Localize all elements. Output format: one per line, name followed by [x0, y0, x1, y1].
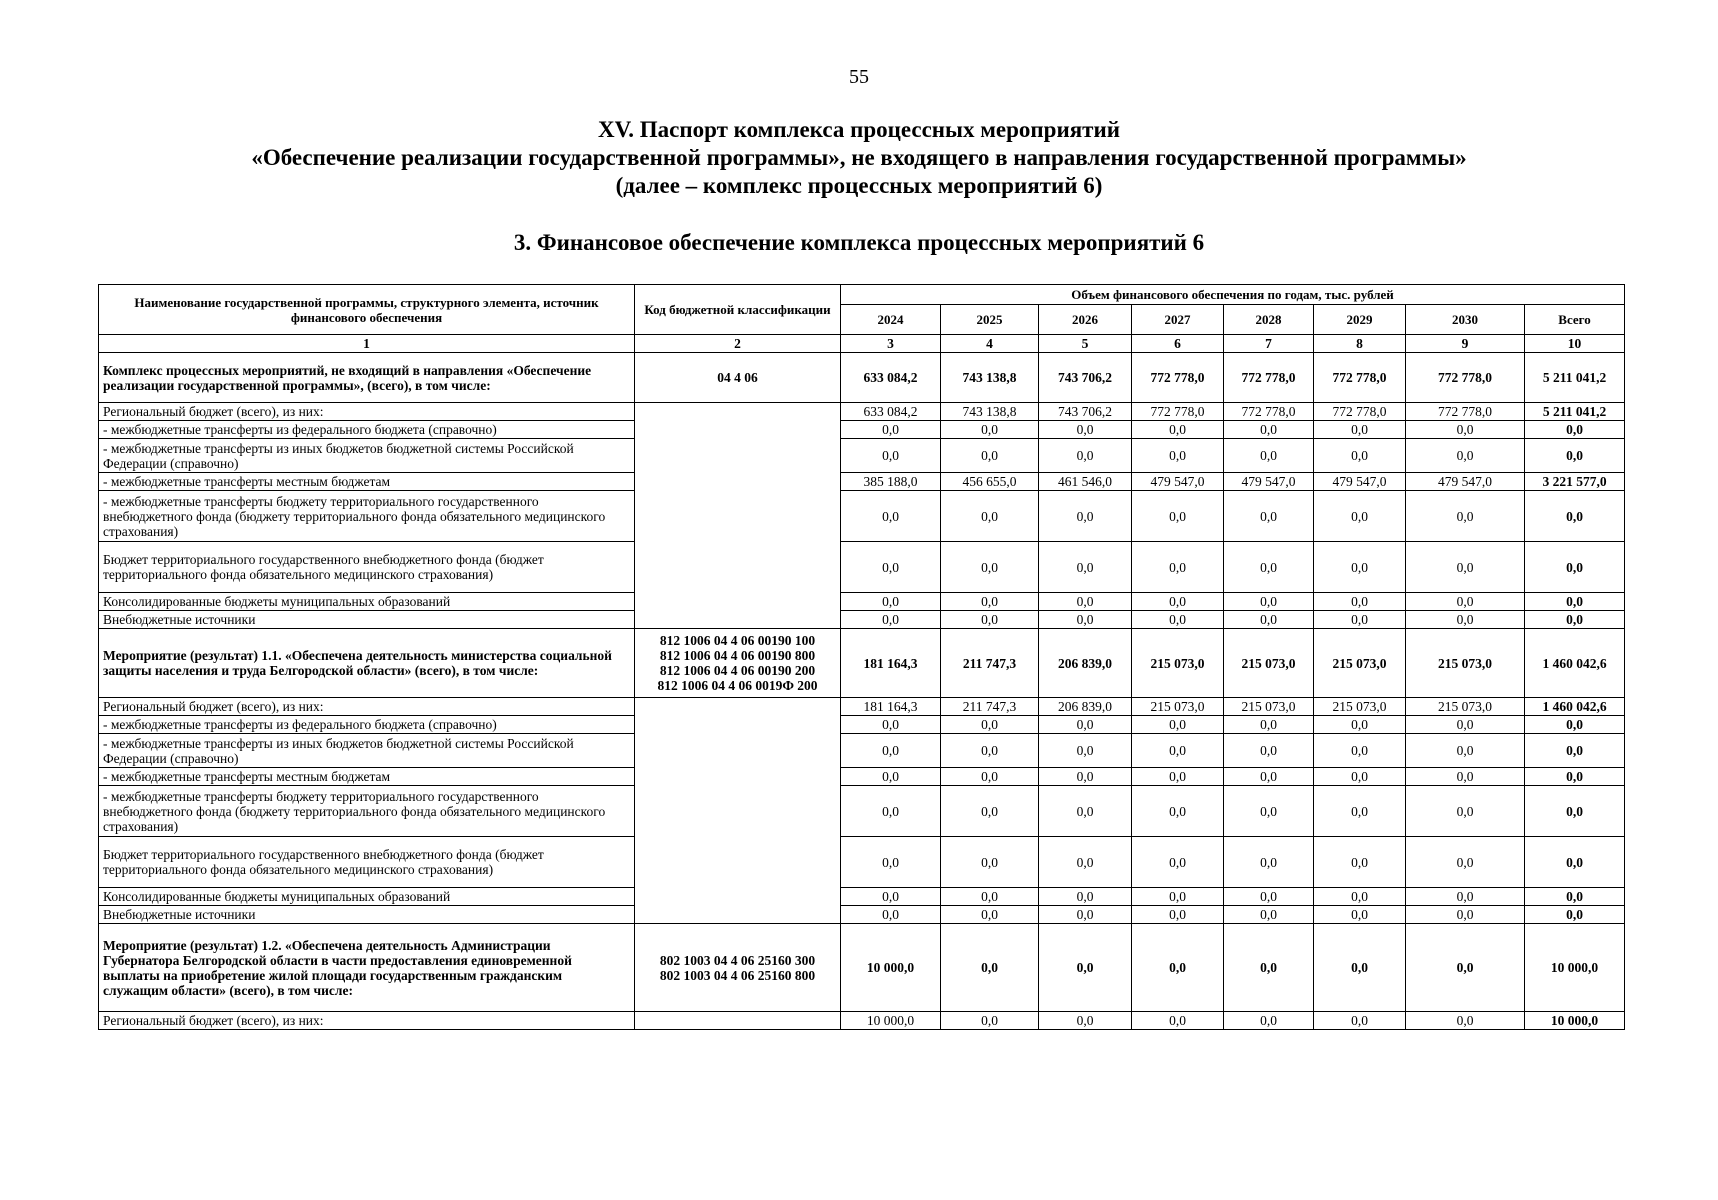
- value-total: 10 000,0: [1525, 924, 1625, 1012]
- column-index-cell: 7: [1224, 335, 1314, 353]
- value-year: 0,0: [1132, 768, 1224, 786]
- value-year: 211 747,3: [941, 698, 1039, 716]
- value-year: 0,0: [1132, 491, 1224, 542]
- value-year: 0,0: [1314, 421, 1406, 439]
- value-year: 0,0: [1132, 924, 1224, 1012]
- column-index-cell: 3: [841, 335, 941, 353]
- value-year: 479 547,0: [1406, 473, 1525, 491]
- table-row-main: [99, 924, 1625, 1012]
- value-year: 0,0: [1224, 906, 1314, 924]
- value-year: 0,0: [1224, 439, 1314, 473]
- value-year: 0,0: [1406, 786, 1525, 837]
- value-total: 0,0: [1525, 888, 1625, 906]
- value-total: 0,0: [1525, 439, 1625, 473]
- table-row: [99, 421, 1625, 439]
- table-row-main: [99, 629, 1625, 698]
- value-year: 0,0: [1039, 734, 1132, 768]
- value-year: 181 164,3: [841, 698, 941, 716]
- value-year: 0,0: [1132, 611, 1224, 629]
- value-year: 0,0: [941, 439, 1039, 473]
- column-index-cell: 10: [1525, 335, 1625, 353]
- budget-code-empty: [635, 698, 841, 924]
- value-year: 0,0: [1406, 593, 1525, 611]
- value-year: 0,0: [1314, 611, 1406, 629]
- value-year: 0,0: [1406, 542, 1525, 593]
- value-year: 0,0: [841, 786, 941, 837]
- value-year: 772 778,0: [1314, 353, 1406, 403]
- value-year: 0,0: [1039, 768, 1132, 786]
- value-year: 0,0: [1132, 734, 1224, 768]
- value-year: 0,0: [1132, 421, 1224, 439]
- row-name: Региональный бюджет (всего), из них:: [99, 698, 635, 716]
- value-year: 211 747,3: [941, 629, 1039, 698]
- header-year-2: 2025: [941, 305, 1039, 335]
- value-year: 633 084,2: [841, 353, 941, 403]
- row-name: - межбюджетные трансферты местным бюджетам: [99, 473, 635, 491]
- value-year: 0,0: [1406, 768, 1525, 786]
- value-year: 0,0: [1406, 1012, 1525, 1030]
- row-name: Бюджет территориального государственного внебюджетного фонда (бюджет территориального фонда обязательного медицинского страхования): [99, 542, 635, 593]
- row-name: - межбюджетные трансферты из иных бюджетов бюджетной системы Российской Федерации (справочно): [99, 439, 635, 473]
- value-year: 461 546,0: [1039, 473, 1132, 491]
- value-total: 0,0: [1525, 421, 1625, 439]
- value-year: 743 706,2: [1039, 403, 1132, 421]
- value-year: 0,0: [941, 716, 1039, 734]
- value-year: 0,0: [1039, 716, 1132, 734]
- value-total: 0,0: [1525, 542, 1625, 593]
- value-year: 0,0: [1406, 734, 1525, 768]
- table-row: [99, 698, 1625, 716]
- value-year: 0,0: [1314, 924, 1406, 1012]
- value-year: 0,0: [1224, 837, 1314, 888]
- value-year: 0,0: [1314, 491, 1406, 542]
- value-year: 0,0: [1314, 786, 1406, 837]
- value-year: 772 778,0: [1132, 403, 1224, 421]
- value-year: 0,0: [1224, 768, 1314, 786]
- header-year-3: 2026: [1039, 305, 1132, 335]
- header-volume-group: Объем финансового обеспечения по годам, тыс. рублей: [841, 285, 1625, 305]
- value-year: 0,0: [1314, 906, 1406, 924]
- value-total: 0,0: [1525, 716, 1625, 734]
- value-year: 0,0: [1406, 491, 1525, 542]
- table-row: [99, 906, 1625, 924]
- value-year: 215 073,0: [1224, 698, 1314, 716]
- value-year: 0,0: [841, 421, 941, 439]
- budget-code-line: 812 1006 04 4 06 0019Ф 200: [657, 678, 818, 693]
- row-name: Мероприятие (результат) 1.1. «Обеспечена деятельность министерства социальной защиты населения и труда Белгородской области» (всего), в том числе:: [99, 629, 635, 698]
- value-year: 0,0: [841, 716, 941, 734]
- column-index-cell: 5: [1039, 335, 1132, 353]
- value-year: 0,0: [1132, 542, 1224, 593]
- row-name: Внебюджетные источники: [99, 611, 635, 629]
- value-year: 772 778,0: [1132, 353, 1224, 403]
- title-line-1: XV. Паспорт комплекса процессных мероприятий: [598, 117, 1120, 142]
- row-name: Внебюджетные источники: [99, 906, 635, 924]
- value-year: 0,0: [1314, 734, 1406, 768]
- header-year-7: 2030: [1406, 305, 1525, 335]
- value-year: 0,0: [1224, 888, 1314, 906]
- table-row: [99, 768, 1625, 786]
- value-total: 0,0: [1525, 786, 1625, 837]
- value-year: 215 073,0: [1224, 629, 1314, 698]
- value-year: 0,0: [841, 611, 941, 629]
- value-year: 0,0: [1406, 439, 1525, 473]
- value-year: 0,0: [1406, 924, 1525, 1012]
- value-year: 0,0: [1039, 888, 1132, 906]
- value-year: 10 000,0: [841, 1012, 941, 1030]
- value-year: 0,0: [1314, 439, 1406, 473]
- value-year: 479 547,0: [1314, 473, 1406, 491]
- value-year: 0,0: [1406, 421, 1525, 439]
- value-year: 0,0: [1132, 837, 1224, 888]
- value-year: 215 073,0: [1314, 698, 1406, 716]
- row-name: - межбюджетные трансферты бюджету территориального государственного внебюджетного фонда (бюджету территориального фонда обязательного медицинского страхования): [99, 786, 635, 837]
- value-total: 5 211 041,2: [1525, 403, 1625, 421]
- value-year: 0,0: [941, 734, 1039, 768]
- value-year: 0,0: [841, 837, 941, 888]
- value-year: 0,0: [1406, 716, 1525, 734]
- table-row: [99, 734, 1625, 768]
- value-year: 743 706,2: [1039, 353, 1132, 403]
- row-name: - межбюджетные трансферты бюджету территориального государственного внебюджетного фонда (бюджету территориального фонда обязательного медицинского страхования): [99, 491, 635, 542]
- value-year: 206 839,0: [1039, 629, 1132, 698]
- row-name: Консолидированные бюджеты муниципальных образований: [99, 888, 635, 906]
- value-year: 0,0: [1039, 786, 1132, 837]
- column-index-cell: 9: [1406, 335, 1525, 353]
- table-row: [99, 786, 1625, 837]
- value-year: 0,0: [841, 593, 941, 611]
- value-year: 0,0: [1039, 439, 1132, 473]
- value-year: 0,0: [941, 1012, 1039, 1030]
- table-row: [99, 403, 1625, 421]
- value-year: 0,0: [941, 768, 1039, 786]
- value-year: 385 188,0: [841, 473, 941, 491]
- value-year: 0,0: [941, 888, 1039, 906]
- financing-table: [98, 284, 1625, 1030]
- value-year: 0,0: [1224, 491, 1314, 542]
- value-year: 0,0: [1406, 906, 1525, 924]
- budget-code-empty: [635, 1012, 841, 1030]
- value-year: 0,0: [841, 734, 941, 768]
- value-year: 0,0: [1039, 924, 1132, 1012]
- value-year: 0,0: [1039, 593, 1132, 611]
- row-name: - межбюджетные трансферты из федерального бюджета (справочно): [99, 716, 635, 734]
- table-body: [99, 335, 1625, 1030]
- table-row: [99, 837, 1625, 888]
- column-index-cell: 6: [1132, 335, 1224, 353]
- value-year: 0,0: [1224, 1012, 1314, 1030]
- value-year: 0,0: [1039, 837, 1132, 888]
- value-year: 743 138,8: [941, 353, 1039, 403]
- value-total: 1 460 042,6: [1525, 698, 1625, 716]
- table-row: [99, 542, 1625, 593]
- section-subtitle: 3. Финансовое обеспечение комплекса процессных мероприятий 6: [513, 230, 1205, 255]
- value-year: 0,0: [1224, 542, 1314, 593]
- value-year: 0,0: [1314, 837, 1406, 888]
- value-year: 215 073,0: [1406, 629, 1525, 698]
- value-year: 0,0: [1132, 716, 1224, 734]
- value-year: 0,0: [1314, 716, 1406, 734]
- value-year: 0,0: [941, 491, 1039, 542]
- table-row: [99, 439, 1625, 473]
- header-code-column: Код бюджетной классификации: [635, 285, 841, 335]
- value-year: 0,0: [841, 888, 941, 906]
- document-title: [0, 116, 1718, 200]
- value-total: 0,0: [1525, 491, 1625, 542]
- value-year: 0,0: [941, 786, 1039, 837]
- value-year: 0,0: [1132, 1012, 1224, 1030]
- value-year: 0,0: [1224, 611, 1314, 629]
- header-year-1: 2024: [841, 305, 941, 335]
- column-index-cell: 4: [941, 335, 1039, 353]
- value-year: 0,0: [1406, 837, 1525, 888]
- value-year: 0,0: [1039, 906, 1132, 924]
- value-year: 0,0: [1039, 421, 1132, 439]
- row-name: Региональный бюджет (всего), из них:: [99, 403, 635, 421]
- table-row: [99, 611, 1625, 629]
- value-year: 0,0: [1224, 593, 1314, 611]
- value-year: 0,0: [1132, 439, 1224, 473]
- value-year: 0,0: [941, 542, 1039, 593]
- value-year: 206 839,0: [1039, 698, 1132, 716]
- table-row: [99, 473, 1625, 491]
- row-name: - межбюджетные трансферты из федерального бюджета (справочно): [99, 421, 635, 439]
- value-year: 0,0: [1224, 421, 1314, 439]
- value-year: 0,0: [1039, 1012, 1132, 1030]
- row-name: Региональный бюджет (всего), из них:: [99, 1012, 635, 1030]
- title-line-2: «Обеспечение реализации государственной программы», не входящего в направления государственной программы»: [251, 145, 1467, 170]
- value-year: 456 655,0: [941, 473, 1039, 491]
- value-year: 0,0: [941, 924, 1039, 1012]
- value-total: 0,0: [1525, 906, 1625, 924]
- value-year: 0,0: [1224, 716, 1314, 734]
- page-number: 55: [849, 66, 869, 88]
- header-year-4: 2027: [1132, 305, 1224, 335]
- value-year: 0,0: [1314, 888, 1406, 906]
- table-header: [99, 285, 1625, 335]
- value-year: 215 073,0: [1132, 629, 1224, 698]
- value-total: 0,0: [1525, 593, 1625, 611]
- value-year: 0,0: [941, 906, 1039, 924]
- value-year: 0,0: [941, 421, 1039, 439]
- value-year: 772 778,0: [1406, 403, 1525, 421]
- table-row: [99, 1012, 1625, 1030]
- value-year: 479 547,0: [1224, 473, 1314, 491]
- value-year: 0,0: [1224, 786, 1314, 837]
- table-row: [99, 888, 1625, 906]
- value-total: 0,0: [1525, 734, 1625, 768]
- value-year: 479 547,0: [1132, 473, 1224, 491]
- header-name-column: Наименование государственной программы, структурного элемента, источник финансового обеспечения: [99, 285, 635, 335]
- value-year: 743 138,8: [941, 403, 1039, 421]
- table-row: [99, 593, 1625, 611]
- column-index-cell: 8: [1314, 335, 1406, 353]
- value-year: 215 073,0: [1314, 629, 1406, 698]
- value-year: 215 073,0: [1406, 698, 1525, 716]
- value-total: 1 460 042,6: [1525, 629, 1625, 698]
- value-year: 0,0: [1224, 734, 1314, 768]
- value-total: 0,0: [1525, 837, 1625, 888]
- column-index-row: [99, 335, 1625, 353]
- value-year: 0,0: [1132, 786, 1224, 837]
- row-name: Комплекс процессных мероприятий, не входящий в направления «Обеспечение реализации государственной программы», (всего), в том числе:: [99, 353, 635, 403]
- value-year: 0,0: [841, 542, 941, 593]
- value-year: 772 778,0: [1406, 353, 1525, 403]
- title-line-3: (далее – комплекс процессных мероприятий 6): [615, 173, 1103, 198]
- value-year: 215 073,0: [1132, 698, 1224, 716]
- value-year: 0,0: [1314, 1012, 1406, 1030]
- budget-code: [635, 629, 841, 698]
- budget-code-empty: [635, 403, 841, 629]
- value-year: 772 778,0: [1314, 403, 1406, 421]
- value-total: 0,0: [1525, 611, 1625, 629]
- value-year: 0,0: [1039, 611, 1132, 629]
- value-year: 181 164,3: [841, 629, 941, 698]
- budget-code: [635, 924, 841, 1012]
- value-year: 0,0: [941, 611, 1039, 629]
- header-year-5: 2028: [1224, 305, 1314, 335]
- row-name: Бюджет территориального государственного внебюджетного фонда (бюджет территориального фонда обязательного медицинского страхования): [99, 837, 635, 888]
- row-name: Мероприятие (результат) 1.2. «Обеспечена деятельность Администрации Губернатора Белгородской области в части предоставления единовременной выплаты на приобретение жилой площади государственным гражданским служащим области» (всего), в том числе:: [99, 924, 635, 1012]
- budget-code-line: 812 1006 04 4 06 00190 100: [659, 633, 816, 648]
- budget-code-line: 802 1003 04 4 06 25160 800: [659, 967, 816, 983]
- value-year: 0,0: [841, 906, 941, 924]
- value-year: 0,0: [941, 593, 1039, 611]
- value-total: 0,0: [1525, 768, 1625, 786]
- value-total: 3 221 577,0: [1525, 473, 1625, 491]
- row-name: Консолидированные бюджеты муниципальных образований: [99, 593, 635, 611]
- value-year: 0,0: [1406, 611, 1525, 629]
- table-row: [99, 491, 1625, 542]
- value-year: 0,0: [1406, 888, 1525, 906]
- table-row-main: [99, 353, 1625, 403]
- value-total: 10 000,0: [1525, 1012, 1625, 1030]
- budget-code-line: 802 1003 04 4 06 25160 300: [659, 952, 816, 968]
- value-year: 0,0: [941, 837, 1039, 888]
- value-year: 0,0: [1314, 542, 1406, 593]
- row-name: - межбюджетные трансферты местным бюджетам: [99, 768, 635, 786]
- value-year: 0,0: [1039, 542, 1132, 593]
- budget-code-line: 812 1006 04 4 06 00190 800: [659, 648, 816, 663]
- value-year: 0,0: [1314, 593, 1406, 611]
- value-year: 633 084,2: [841, 403, 941, 421]
- header-year-8: Всего: [1525, 305, 1625, 335]
- value-total: 5 211 041,2: [1525, 353, 1625, 403]
- value-year: 10 000,0: [841, 924, 941, 1012]
- table-row: [99, 716, 1625, 734]
- value-year: 0,0: [841, 491, 941, 542]
- value-year: 772 778,0: [1224, 403, 1314, 421]
- value-year: 0,0: [1039, 491, 1132, 542]
- value-year: 0,0: [1132, 906, 1224, 924]
- budget-code-line: 812 1006 04 4 06 00190 200: [659, 663, 816, 678]
- value-year: 0,0: [841, 439, 941, 473]
- value-year: 0,0: [1224, 924, 1314, 1012]
- header-year-6: 2029: [1314, 305, 1406, 335]
- value-year: 0,0: [1132, 593, 1224, 611]
- value-year: 0,0: [1132, 888, 1224, 906]
- column-index-cell: 1: [99, 335, 635, 353]
- budget-code: 04 4 06: [635, 353, 841, 403]
- value-year: 772 778,0: [1224, 353, 1314, 403]
- row-name: - межбюджетные трансферты из иных бюджетов бюджетной системы Российской Федерации (справочно): [99, 734, 635, 768]
- value-year: 0,0: [1314, 768, 1406, 786]
- column-index-cell: 2: [635, 335, 841, 353]
- value-year: 0,0: [841, 768, 941, 786]
